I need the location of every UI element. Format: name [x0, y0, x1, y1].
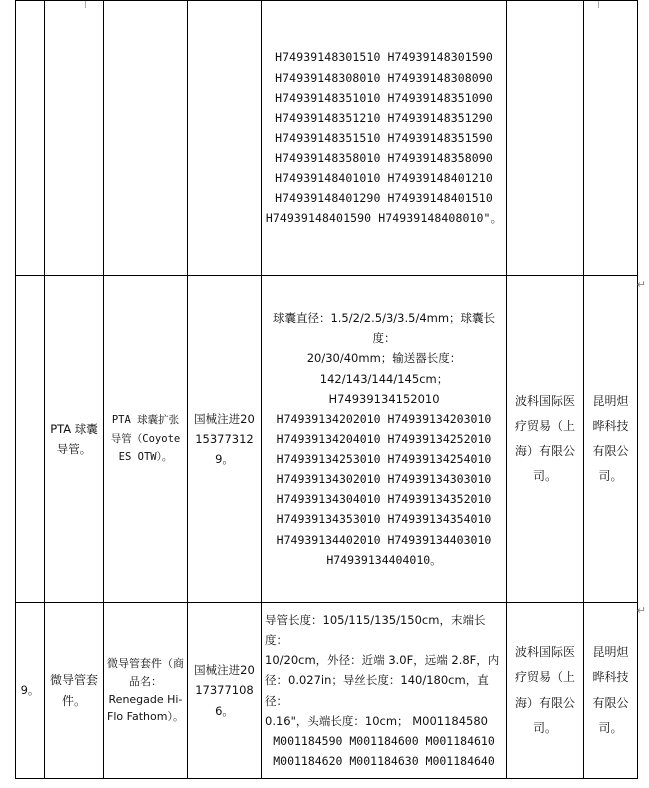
spec-line: 20/30/40mm；输送器长度： [306, 351, 462, 366]
code-line: H74939148308010 H74939148308090 [275, 70, 493, 85]
spec-line: 142/143/144/145cm； H74939134152010 [319, 371, 449, 406]
cell-codes [262, 1, 507, 276]
cell-reg-no: 国械注进20173771086。 [188, 603, 262, 779]
cell-product: PTA 球囊扩张导管（Coyote ES OTW）。 [104, 276, 188, 603]
row-end-mark: ↵ [636, 278, 646, 291]
cell-registrant [507, 1, 584, 276]
spec-line: 10/20cm，外径：近端 3.0F，远端 2.8F，内 [265, 653, 500, 668]
code-line: H74939148301510 H74939148301590 [275, 50, 493, 65]
cell-specs [262, 603, 507, 779]
cell-name [45, 1, 104, 276]
code-line: H74939148351010 H74939148351090 [275, 90, 493, 105]
cell-seq: 9。 [16, 603, 45, 779]
spec-line: H74939134353010 H74939134354010 [276, 512, 492, 527]
spec-line: 导管长度：105/115/135/150cm，末端长度： [265, 613, 486, 648]
code-line: H74939148351210 H74939148351290 [275, 110, 493, 125]
cell-agent [584, 1, 638, 276]
spec-line: H74939134202010 H74939134203010 [276, 411, 492, 426]
spec-line: H74939134302010 H74939134303010 [276, 472, 492, 487]
spec-line: 径：0.027in；导丝长度：140/180cm，直径： [265, 673, 489, 708]
code-line: H74939148351510 H74939148351590 [275, 130, 493, 145]
spec-line: H74939134253010 H74939134254010 [276, 452, 492, 467]
cell-registrant: 波科国际医疗贸易（上海）有限公司。 [507, 276, 584, 603]
table-row-continued [16, 1, 638, 276]
spec-line: H74939134404010。 [326, 552, 442, 567]
cell-seq [16, 1, 45, 276]
cell-name: 微导管套件。 [45, 603, 104, 779]
cell-specs [262, 276, 507, 603]
cell-product: 微导管套件（商品名：Renegade Hi-Flo Fathom）。 [104, 603, 188, 779]
cell-registrant: 波科国际医疗贸易（上海）有限公司。 [507, 603, 584, 779]
cell-agent: 昆明炟晔科技有限公司。 [584, 276, 638, 603]
spec-line: 球囊直径：1.5/2/2.5/3/3.5/4mm；球囊长度： [272, 311, 496, 346]
cell-agent: 昆明炟晔科技有限公司。 [584, 603, 638, 779]
row-end-mark: ↵ [636, 604, 646, 617]
table-row-pta [16, 276, 638, 603]
spec-line: 0.16"，头端长度：10cm； M001184580 [265, 713, 488, 728]
code-line: H74939148358010 H74939148358090 [275, 151, 493, 166]
spec-line: H74939134304010 H74939134352010 [276, 492, 492, 507]
code-line: H74939148401010 H74939148401210 [275, 171, 493, 186]
cell-reg-no [188, 1, 262, 276]
cell-name: PTA 球囊导管。 [45, 276, 104, 603]
code-line: H74939148401590 H74939148408010"。 [265, 211, 503, 226]
device-table [15, 0, 638, 779]
table-row-9 [16, 603, 638, 779]
spec-line: H74939134204010 H74939134252010 [276, 431, 492, 446]
cell-product [104, 1, 188, 276]
spec-line: H74939134402010 H74939134403010 [276, 532, 492, 547]
code-line: H74939148401290 H74939148401510 [275, 191, 493, 206]
cell-seq [16, 276, 45, 603]
spec-line: M001184620 M001184630 M001184640 [273, 753, 495, 768]
spec-line: M001184590 M001184600 M001184610 [273, 733, 495, 748]
cell-reg-no: 国械注进20153773129。 [188, 276, 262, 603]
